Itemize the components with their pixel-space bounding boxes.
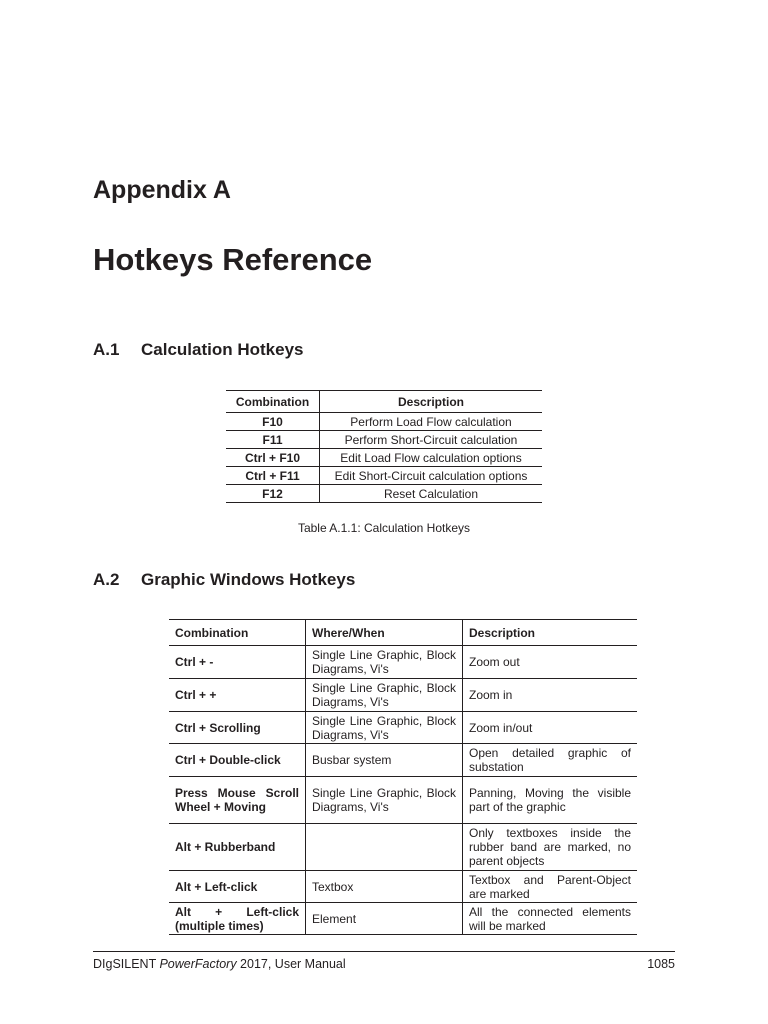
combination-cell: F10 (226, 413, 320, 431)
table-row (169, 777, 637, 824)
section-number: A.1 (93, 340, 120, 359)
page-title: Hotkeys Reference (93, 242, 373, 277)
column-header: Combination (169, 620, 306, 646)
combination-cell: F12 (226, 485, 320, 503)
table-row (169, 679, 637, 712)
table-row (169, 646, 637, 679)
table-row (226, 467, 542, 485)
section-heading-a2 (93, 570, 355, 590)
where-cell: Textbox (306, 871, 463, 903)
description-cell: Perform Load Flow calculation (320, 413, 543, 431)
combination-cell: Ctrl + Scrolling (169, 712, 306, 744)
footer-suffix: 2017, User Manual (236, 957, 346, 971)
combination-cell: Alt + Left-click (multiple times) (175, 904, 299, 933)
description-cell: Edit Load Flow calculation options (320, 449, 543, 467)
description-cell: Only textboxes inside the rubber band are marked, no parent objects (463, 824, 638, 871)
combination-cell: Ctrl + F10 (226, 449, 320, 467)
description-cell: Open detailed graphic of substation (463, 744, 638, 777)
description-cell: Zoom out (463, 646, 638, 679)
table-row (226, 413, 542, 431)
footer-company: DIgSILENT (93, 957, 160, 971)
where-cell: Single Line Graphic, Block Diagrams, Vi's (306, 777, 463, 824)
appendix-label: Appendix A (93, 176, 231, 204)
table-header-row (226, 391, 542, 413)
combination-cell: Ctrl + Double-click (169, 744, 306, 777)
combination-cell: Press Mouse Scroll Wheel + Moving (169, 777, 306, 824)
where-cell: Single Line Graphic, Block Diagrams, Vi's (306, 646, 463, 679)
footer-divider (93, 951, 675, 952)
description-cell: Panning, Moving the visible part of the graphic (463, 777, 638, 824)
calculation-hotkeys-table (226, 390, 542, 503)
table-row (226, 431, 542, 449)
combination-cell: Ctrl + F11 (226, 467, 320, 485)
page-number: 1085 (647, 957, 675, 971)
description-cell: Textbox and Parent-Object are marked (463, 871, 638, 903)
section-heading-a1 (93, 340, 304, 360)
column-header: Description (463, 620, 638, 646)
description-cell: Zoom in/out (463, 712, 638, 744)
table-caption: Table A.1.1: Calculation Hotkeys (297, 521, 471, 535)
graphic-windows-hotkeys-table (169, 619, 637, 935)
combination-cell: F11 (226, 431, 320, 449)
combination-cell: Ctrl + + (169, 679, 306, 712)
description-cell: Reset Calculation (383, 486, 479, 501)
description-cell: Edit Short-Circuit calculation options (320, 467, 543, 485)
table-row (169, 744, 637, 777)
column-header: Combination (226, 391, 320, 413)
table-header-row (169, 620, 637, 646)
footer-product: PowerFactory (159, 957, 237, 971)
section-number: A.2 (93, 570, 120, 589)
where-cell (306, 824, 463, 871)
combination-cell: Ctrl + - (169, 646, 306, 679)
footer-text (93, 957, 346, 971)
column-header: Description (320, 391, 543, 413)
where-cell: Busbar system (306, 744, 463, 777)
combination-cell: Alt + Rubberband (169, 824, 306, 871)
table-row (169, 712, 637, 744)
section-title: Graphic Windows Hotkeys (141, 570, 356, 589)
table-row (226, 485, 542, 503)
description-cell: Zoom in (463, 679, 638, 712)
description-cell: Perform Short-Circuit calculation (320, 431, 543, 449)
column-header: Where/When (306, 620, 463, 646)
section-title: Calculation Hotkeys (141, 340, 304, 359)
where-cell: Single Line Graphic, Block Diagrams, Vi's (306, 712, 463, 744)
where-cell: Element (306, 903, 463, 935)
table-row (169, 871, 637, 903)
where-cell: Single Line Graphic, Block Diagrams, Vi's (306, 679, 463, 712)
table-row (169, 824, 637, 871)
table-row (226, 449, 542, 467)
description-cell: All the connected elements will be marked (463, 903, 638, 935)
table-row (169, 903, 637, 935)
combination-cell: Alt + Left-click (169, 871, 306, 903)
